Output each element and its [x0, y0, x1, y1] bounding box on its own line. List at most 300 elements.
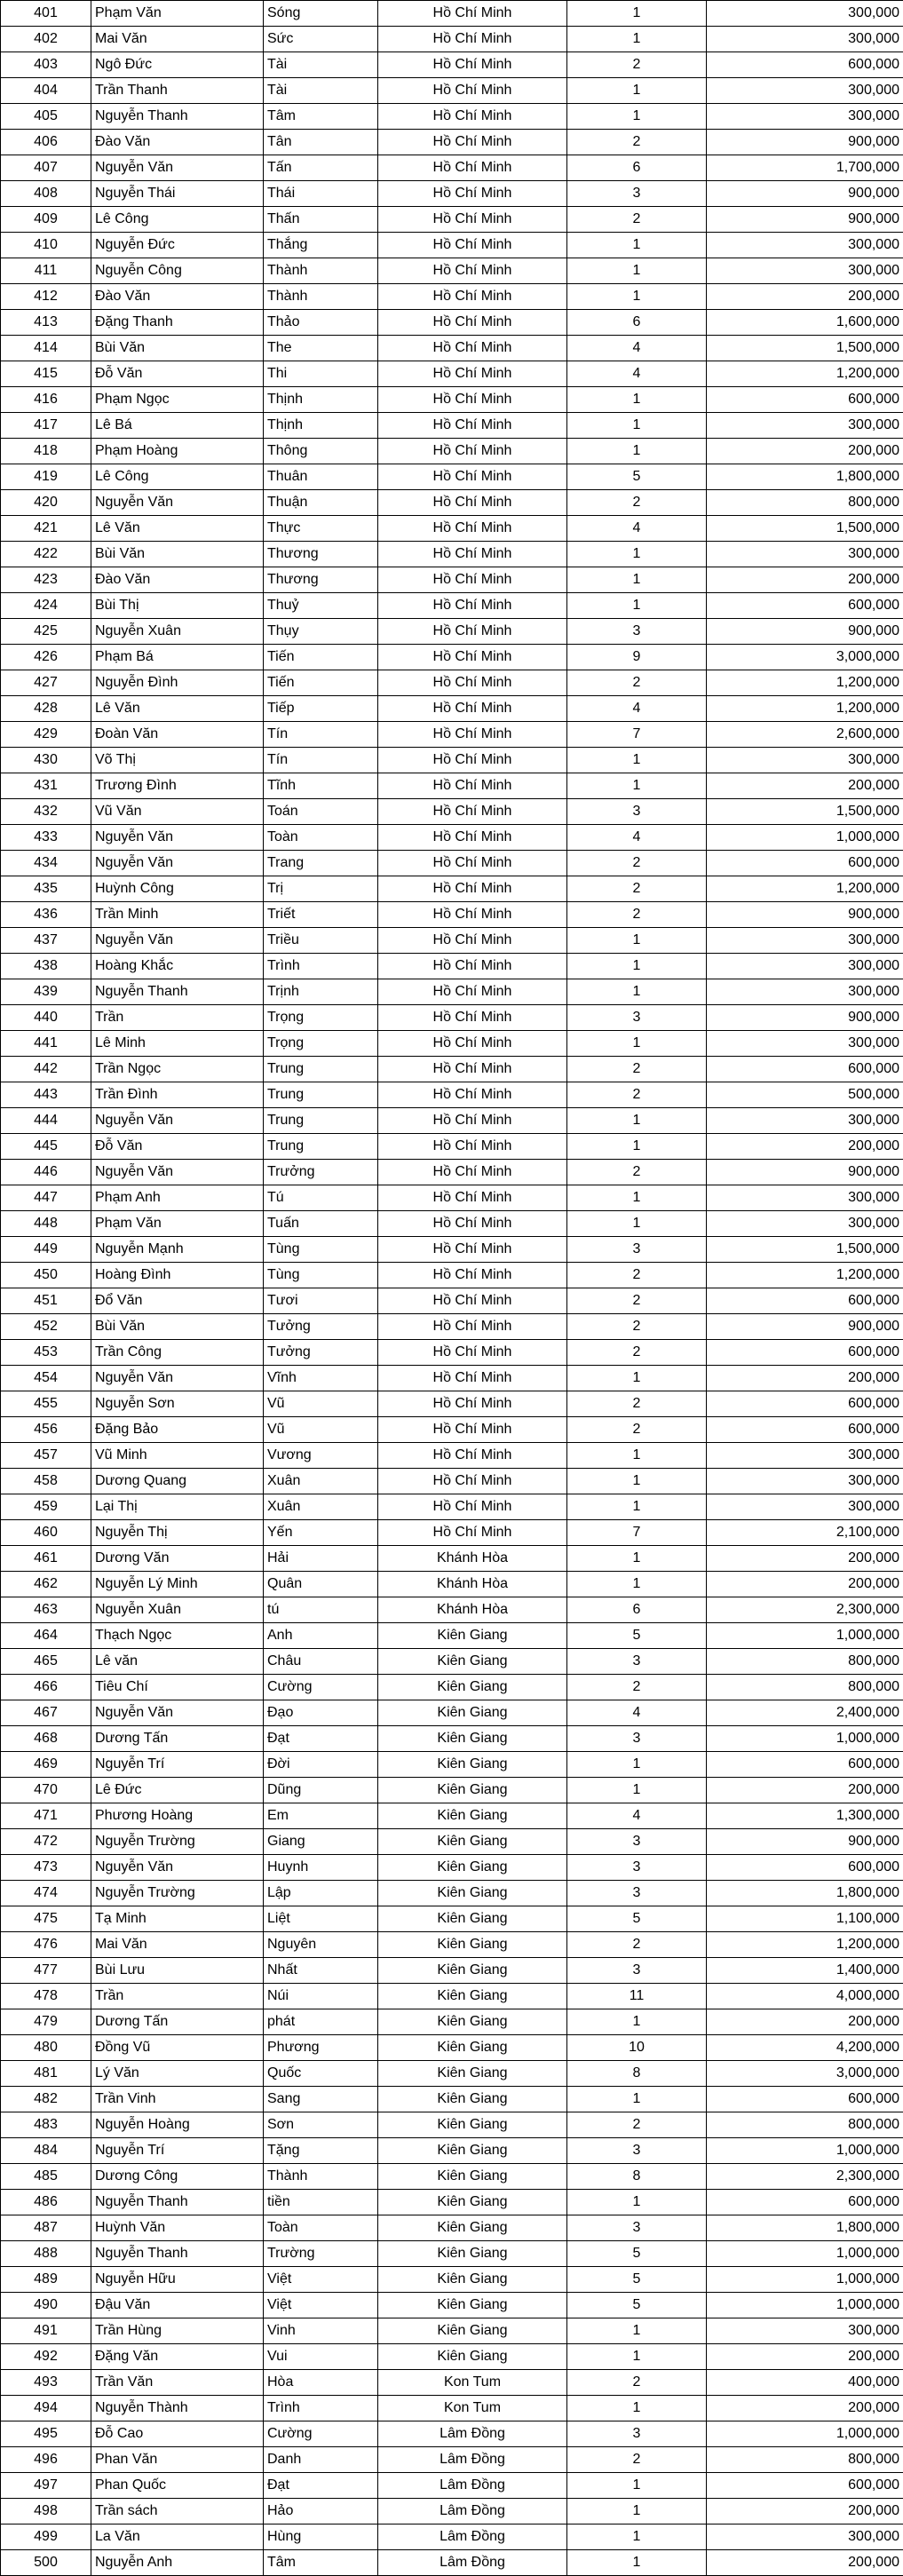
- cell-count[interactable]: 8: [567, 2164, 707, 2190]
- cell-row-number[interactable]: 470: [1, 1778, 91, 1803]
- cell-surname[interactable]: Nguyễn Văn: [91, 1108, 264, 1134]
- cell-surname[interactable]: Nguyễn Hoàng: [91, 2112, 264, 2138]
- cell-amount[interactable]: 200,000: [707, 2396, 903, 2421]
- cell-given-name[interactable]: Vũ: [264, 1417, 378, 1443]
- cell-surname[interactable]: Tiêu Chí: [91, 1675, 264, 1700]
- cell-row-number[interactable]: 448: [1, 1211, 91, 1237]
- cell-given-name[interactable]: phát: [264, 2009, 378, 2035]
- cell-row-number[interactable]: 492: [1, 2344, 91, 2370]
- cell-province[interactable]: Hồ Chí Minh: [378, 310, 567, 336]
- cell-province[interactable]: Kiên Giang: [378, 1906, 567, 1932]
- cell-amount[interactable]: 600,000: [707, 851, 903, 876]
- cell-surname[interactable]: Đặng Thanh: [91, 310, 264, 336]
- cell-province[interactable]: Hồ Chí Minh: [378, 1185, 567, 1211]
- cell-surname[interactable]: Phạm Văn: [91, 1211, 264, 1237]
- cell-amount[interactable]: 600,000: [707, 1288, 903, 1314]
- cell-row-number[interactable]: 443: [1, 1082, 91, 1108]
- cell-row-number[interactable]: 486: [1, 2190, 91, 2215]
- cell-count[interactable]: 4: [567, 696, 707, 722]
- cell-row-number[interactable]: 435: [1, 876, 91, 902]
- cell-given-name[interactable]: Trình: [264, 2396, 378, 2421]
- cell-given-name[interactable]: Đạt: [264, 2473, 378, 2499]
- cell-count[interactable]: 2: [567, 851, 707, 876]
- cell-surname[interactable]: Bùi Văn: [91, 336, 264, 361]
- cell-province[interactable]: Hồ Chí Minh: [378, 361, 567, 387]
- cell-amount[interactable]: 1,200,000: [707, 361, 903, 387]
- cell-province[interactable]: Hồ Chí Minh: [378, 155, 567, 181]
- cell-province[interactable]: Kiên Giang: [378, 2112, 567, 2138]
- cell-row-number[interactable]: 416: [1, 387, 91, 413]
- cell-given-name[interactable]: Tươi: [264, 1288, 378, 1314]
- cell-row-number[interactable]: 425: [1, 619, 91, 645]
- cell-amount[interactable]: 1,800,000: [707, 464, 903, 490]
- cell-count[interactable]: 1: [567, 1778, 707, 1803]
- cell-row-number[interactable]: 451: [1, 1288, 91, 1314]
- cell-province[interactable]: Hồ Chí Minh: [378, 387, 567, 413]
- cell-given-name[interactable]: Thụy: [264, 619, 378, 645]
- cell-surname[interactable]: Lê Văn: [91, 696, 264, 722]
- cell-surname[interactable]: Nguyễn Thanh: [91, 2241, 264, 2267]
- cell-count[interactable]: 1: [567, 1134, 707, 1160]
- cell-province[interactable]: Hồ Chí Minh: [378, 413, 567, 439]
- cell-amount[interactable]: 1,500,000: [707, 799, 903, 825]
- cell-count[interactable]: 2: [567, 1082, 707, 1108]
- cell-count[interactable]: 1: [567, 1572, 707, 1597]
- cell-given-name[interactable]: Thành: [264, 284, 378, 310]
- cell-count[interactable]: 5: [567, 1906, 707, 1932]
- cell-province[interactable]: Hồ Chí Minh: [378, 130, 567, 155]
- cell-count[interactable]: 2: [567, 902, 707, 928]
- cell-count[interactable]: 1: [567, 542, 707, 567]
- cell-count[interactable]: 11: [567, 1984, 707, 2009]
- cell-count[interactable]: 2: [567, 1675, 707, 1700]
- cell-given-name[interactable]: Tưởng: [264, 1340, 378, 1366]
- cell-count[interactable]: 1: [567, 78, 707, 104]
- cell-amount[interactable]: 3,000,000: [707, 645, 903, 670]
- cell-surname[interactable]: Trần Công: [91, 1340, 264, 1366]
- cell-amount[interactable]: 300,000: [707, 954, 903, 979]
- cell-amount[interactable]: 300,000: [707, 1185, 903, 1211]
- cell-count[interactable]: 2: [567, 1314, 707, 1340]
- cell-count[interactable]: 4: [567, 825, 707, 851]
- cell-row-number[interactable]: 441: [1, 1031, 91, 1057]
- cell-given-name[interactable]: Đạt: [264, 1726, 378, 1752]
- cell-amount[interactable]: 300,000: [707, 1, 903, 27]
- cell-province[interactable]: Kiên Giang: [378, 1649, 567, 1675]
- cell-province[interactable]: Hồ Chí Minh: [378, 1340, 567, 1366]
- cell-given-name[interactable]: Toàn: [264, 2215, 378, 2241]
- cell-surname[interactable]: Vũ Văn: [91, 799, 264, 825]
- cell-row-number[interactable]: 490: [1, 2293, 91, 2318]
- cell-given-name[interactable]: Vĩnh: [264, 1366, 378, 1391]
- cell-count[interactable]: 1: [567, 1443, 707, 1469]
- cell-province[interactable]: Kiên Giang: [378, 1675, 567, 1700]
- cell-surname[interactable]: Trần Hùng: [91, 2318, 264, 2344]
- cell-given-name[interactable]: Tiến: [264, 670, 378, 696]
- cell-surname[interactable]: Đào Văn: [91, 567, 264, 593]
- cell-row-number[interactable]: 413: [1, 310, 91, 336]
- cell-row-number[interactable]: 442: [1, 1057, 91, 1082]
- cell-given-name[interactable]: Tiến: [264, 645, 378, 670]
- cell-province[interactable]: Kiên Giang: [378, 2215, 567, 2241]
- cell-surname[interactable]: Lý Văn: [91, 2061, 264, 2087]
- cell-given-name[interactable]: Tuấn: [264, 1211, 378, 1237]
- cell-count[interactable]: 2: [567, 1391, 707, 1417]
- cell-count[interactable]: 1: [567, 2344, 707, 2370]
- cell-surname[interactable]: Nguyễn Văn: [91, 928, 264, 954]
- cell-surname[interactable]: Trần: [91, 1005, 264, 1031]
- cell-province[interactable]: Hồ Chí Minh: [378, 1057, 567, 1082]
- cell-amount[interactable]: 200,000: [707, 2550, 903, 2576]
- cell-surname[interactable]: Nguyễn Trí: [91, 1752, 264, 1778]
- cell-given-name[interactable]: Sức: [264, 27, 378, 52]
- cell-given-name[interactable]: Tân: [264, 130, 378, 155]
- cell-surname[interactable]: Trần sách: [91, 2499, 264, 2524]
- cell-province[interactable]: Kiên Giang: [378, 1752, 567, 1778]
- cell-amount[interactable]: 200,000: [707, 773, 903, 799]
- cell-amount[interactable]: 800,000: [707, 1649, 903, 1675]
- cell-surname[interactable]: Bùi Thị: [91, 593, 264, 619]
- cell-amount[interactable]: 300,000: [707, 1211, 903, 1237]
- cell-province[interactable]: Hồ Chí Minh: [378, 27, 567, 52]
- cell-row-number[interactable]: 498: [1, 2499, 91, 2524]
- cell-surname[interactable]: Nguyễn Thành: [91, 2396, 264, 2421]
- cell-amount[interactable]: 4,200,000: [707, 2035, 903, 2061]
- cell-province[interactable]: Hồ Chí Minh: [378, 1366, 567, 1391]
- cell-row-number[interactable]: 462: [1, 1572, 91, 1597]
- cell-given-name[interactable]: Thuỷ: [264, 593, 378, 619]
- cell-row-number[interactable]: 414: [1, 336, 91, 361]
- cell-given-name[interactable]: Trung: [264, 1134, 378, 1160]
- cell-amount[interactable]: 800,000: [707, 1675, 903, 1700]
- cell-count[interactable]: 9: [567, 645, 707, 670]
- cell-count[interactable]: 2: [567, 490, 707, 516]
- cell-surname[interactable]: Tạ Minh: [91, 1906, 264, 1932]
- cell-amount[interactable]: 900,000: [707, 130, 903, 155]
- cell-surname[interactable]: Đỗ Cao: [91, 2421, 264, 2447]
- cell-surname[interactable]: Hoàng Đình: [91, 1263, 264, 1288]
- cell-surname[interactable]: Lại Thị: [91, 1494, 264, 1520]
- cell-count[interactable]: 1: [567, 387, 707, 413]
- cell-count[interactable]: 1: [567, 233, 707, 258]
- cell-given-name[interactable]: Thịnh: [264, 413, 378, 439]
- cell-surname[interactable]: Nguyễn Văn: [91, 1855, 264, 1881]
- cell-count[interactable]: 2: [567, 1288, 707, 1314]
- cell-province[interactable]: Lâm Đồng: [378, 2447, 567, 2473]
- cell-given-name[interactable]: Thông: [264, 439, 378, 464]
- cell-row-number[interactable]: 478: [1, 1984, 91, 2009]
- cell-province[interactable]: Hồ Chí Minh: [378, 1443, 567, 1469]
- cell-row-number[interactable]: 437: [1, 928, 91, 954]
- cell-province[interactable]: Kiên Giang: [378, 2267, 567, 2293]
- cell-province[interactable]: Hồ Chí Minh: [378, 1108, 567, 1134]
- cell-amount[interactable]: 1,500,000: [707, 336, 903, 361]
- cell-surname[interactable]: Thạch Ngọc: [91, 1623, 264, 1649]
- cell-province[interactable]: Hồ Chí Minh: [378, 876, 567, 902]
- cell-count[interactable]: 1: [567, 1108, 707, 1134]
- cell-amount[interactable]: 1,200,000: [707, 1932, 903, 1958]
- cell-amount[interactable]: 500,000: [707, 1082, 903, 1108]
- cell-row-number[interactable]: 417: [1, 413, 91, 439]
- cell-given-name[interactable]: Nhất: [264, 1958, 378, 1984]
- cell-given-name[interactable]: Trung: [264, 1057, 378, 1082]
- cell-amount[interactable]: 600,000: [707, 2473, 903, 2499]
- cell-count[interactable]: 1: [567, 1546, 707, 1572]
- cell-count[interactable]: 6: [567, 155, 707, 181]
- cell-surname[interactable]: Dương Tấn: [91, 1726, 264, 1752]
- cell-count[interactable]: 3: [567, 1005, 707, 1031]
- cell-count[interactable]: 8: [567, 2061, 707, 2087]
- cell-given-name[interactable]: Sơn: [264, 2112, 378, 2138]
- cell-amount[interactable]: 600,000: [707, 1057, 903, 1082]
- cell-surname[interactable]: Trần Ngọc: [91, 1057, 264, 1082]
- cell-row-number[interactable]: 412: [1, 284, 91, 310]
- cell-row-number[interactable]: 434: [1, 851, 91, 876]
- cell-count[interactable]: 4: [567, 336, 707, 361]
- cell-row-number[interactable]: 447: [1, 1185, 91, 1211]
- cell-given-name[interactable]: Việt: [264, 2293, 378, 2318]
- cell-count[interactable]: 3: [567, 181, 707, 207]
- cell-province[interactable]: Kiên Giang: [378, 1778, 567, 1803]
- cell-amount[interactable]: 800,000: [707, 2447, 903, 2473]
- cell-count[interactable]: 1: [567, 979, 707, 1005]
- cell-amount[interactable]: 1,000,000: [707, 2267, 903, 2293]
- cell-surname[interactable]: Đồng Vũ: [91, 2035, 264, 2061]
- cell-count[interactable]: 2: [567, 670, 707, 696]
- cell-given-name[interactable]: Vinh: [264, 2318, 378, 2344]
- cell-province[interactable]: Kiên Giang: [378, 2344, 567, 2370]
- cell-row-number[interactable]: 472: [1, 1829, 91, 1855]
- cell-row-number[interactable]: 426: [1, 645, 91, 670]
- cell-amount[interactable]: 300,000: [707, 1469, 903, 1494]
- cell-amount[interactable]: 1,100,000: [707, 1906, 903, 1932]
- cell-amount[interactable]: 200,000: [707, 284, 903, 310]
- cell-province[interactable]: Hồ Chí Minh: [378, 928, 567, 954]
- cell-given-name[interactable]: Tấn: [264, 155, 378, 181]
- cell-surname[interactable]: Lê Bá: [91, 413, 264, 439]
- cell-surname[interactable]: Võ Thị: [91, 748, 264, 773]
- cell-province[interactable]: Hồ Chí Minh: [378, 233, 567, 258]
- cell-amount[interactable]: 2,400,000: [707, 1700, 903, 1726]
- cell-given-name[interactable]: Thấn: [264, 207, 378, 233]
- cell-count[interactable]: 2: [567, 876, 707, 902]
- cell-row-number[interactable]: 409: [1, 207, 91, 233]
- cell-province[interactable]: Khánh Hòa: [378, 1572, 567, 1597]
- cell-count[interactable]: 1: [567, 413, 707, 439]
- cell-row-number[interactable]: 499: [1, 2524, 91, 2550]
- cell-province[interactable]: Hồ Chí Minh: [378, 1314, 567, 1340]
- cell-amount[interactable]: 300,000: [707, 1108, 903, 1134]
- cell-given-name[interactable]: Lập: [264, 1881, 378, 1906]
- cell-given-name[interactable]: Thương: [264, 542, 378, 567]
- cell-amount[interactable]: 200,000: [707, 1546, 903, 1572]
- cell-amount[interactable]: 1,000,000: [707, 2421, 903, 2447]
- cell-amount[interactable]: 1,600,000: [707, 310, 903, 336]
- cell-given-name[interactable]: Tài: [264, 78, 378, 104]
- cell-count[interactable]: 2: [567, 2112, 707, 2138]
- cell-province[interactable]: Hồ Chí Minh: [378, 619, 567, 645]
- cell-count[interactable]: 1: [567, 258, 707, 284]
- cell-surname[interactable]: Nguyễn Văn: [91, 1700, 264, 1726]
- cell-given-name[interactable]: Dũng: [264, 1778, 378, 1803]
- cell-province[interactable]: Hồ Chí Minh: [378, 1082, 567, 1108]
- cell-row-number[interactable]: 439: [1, 979, 91, 1005]
- cell-count[interactable]: 4: [567, 361, 707, 387]
- cell-count[interactable]: 10: [567, 2035, 707, 2061]
- cell-province[interactable]: Hồ Chí Minh: [378, 1237, 567, 1263]
- cell-province[interactable]: Kiên Giang: [378, 2087, 567, 2112]
- cell-row-number[interactable]: 483: [1, 2112, 91, 2138]
- cell-surname[interactable]: Trương Đình: [91, 773, 264, 799]
- cell-province[interactable]: Hồ Chí Minh: [378, 439, 567, 464]
- cell-province[interactable]: Hồ Chí Minh: [378, 1391, 567, 1417]
- cell-count[interactable]: 1: [567, 1031, 707, 1057]
- cell-given-name[interactable]: Thái: [264, 181, 378, 207]
- cell-row-number[interactable]: 427: [1, 670, 91, 696]
- cell-row-number[interactable]: 422: [1, 542, 91, 567]
- cell-surname[interactable]: Đặng Bảo: [91, 1417, 264, 1443]
- cell-count[interactable]: 2: [567, 2447, 707, 2473]
- cell-province[interactable]: Hồ Chí Minh: [378, 104, 567, 130]
- cell-province[interactable]: Kiên Giang: [378, 1984, 567, 2009]
- cell-surname[interactable]: Nguyễn Trường: [91, 1881, 264, 1906]
- cell-count[interactable]: 3: [567, 799, 707, 825]
- cell-row-number[interactable]: 420: [1, 490, 91, 516]
- cell-province[interactable]: Kiên Giang: [378, 2293, 567, 2318]
- cell-province[interactable]: Kiên Giang: [378, 2318, 567, 2344]
- cell-row-number[interactable]: 466: [1, 1675, 91, 1700]
- cell-surname[interactable]: Phan Quốc: [91, 2473, 264, 2499]
- cell-surname[interactable]: Nguyễn Mạnh: [91, 1237, 264, 1263]
- cell-count[interactable]: 2: [567, 1263, 707, 1288]
- cell-row-number[interactable]: 491: [1, 2318, 91, 2344]
- cell-given-name[interactable]: Phương: [264, 2035, 378, 2061]
- cell-row-number[interactable]: 429: [1, 722, 91, 748]
- cell-province[interactable]: Hồ Chí Minh: [378, 181, 567, 207]
- cell-count[interactable]: 1: [567, 1752, 707, 1778]
- cell-province[interactable]: Lâm Đồng: [378, 2499, 567, 2524]
- cell-amount[interactable]: 1,000,000: [707, 1726, 903, 1752]
- cell-given-name[interactable]: Triều: [264, 928, 378, 954]
- cell-province[interactable]: Kiên Giang: [378, 1803, 567, 1829]
- cell-amount[interactable]: 200,000: [707, 1778, 903, 1803]
- cell-province[interactable]: Kiên Giang: [378, 2009, 567, 2035]
- cell-given-name[interactable]: Danh: [264, 2447, 378, 2473]
- cell-row-number[interactable]: 459: [1, 1494, 91, 1520]
- cell-count[interactable]: 2: [567, 2370, 707, 2396]
- cell-row-number[interactable]: 431: [1, 773, 91, 799]
- cell-amount[interactable]: 200,000: [707, 2009, 903, 2035]
- cell-amount[interactable]: 2,300,000: [707, 1597, 903, 1623]
- cell-amount[interactable]: 300,000: [707, 979, 903, 1005]
- cell-count[interactable]: 3: [567, 2138, 707, 2164]
- cell-row-number[interactable]: 405: [1, 104, 91, 130]
- cell-given-name[interactable]: Thi: [264, 361, 378, 387]
- cell-count[interactable]: 3: [567, 1881, 707, 1906]
- cell-count[interactable]: 1: [567, 773, 707, 799]
- cell-surname[interactable]: Đỗ Văn: [91, 1134, 264, 1160]
- cell-count[interactable]: 1: [567, 2318, 707, 2344]
- cell-count[interactable]: 3: [567, 1829, 707, 1855]
- cell-province[interactable]: Hồ Chí Minh: [378, 954, 567, 979]
- cell-surname[interactable]: Nguyễn Thanh: [91, 979, 264, 1005]
- cell-province[interactable]: Kiên Giang: [378, 1958, 567, 1984]
- cell-surname[interactable]: Trần Đình: [91, 1082, 264, 1108]
- cell-province[interactable]: Lâm Đồng: [378, 2421, 567, 2447]
- cell-count[interactable]: 1: [567, 2396, 707, 2421]
- cell-surname[interactable]: Nguyễn Văn: [91, 825, 264, 851]
- cell-given-name[interactable]: Đời: [264, 1752, 378, 1778]
- cell-count[interactable]: 1: [567, 593, 707, 619]
- cell-province[interactable]: Lâm Đồng: [378, 2524, 567, 2550]
- cell-surname[interactable]: Nguyễn Sơn: [91, 1391, 264, 1417]
- cell-province[interactable]: Hồ Chí Minh: [378, 1211, 567, 1237]
- cell-province[interactable]: Hồ Chí Minh: [378, 52, 567, 78]
- cell-surname[interactable]: Huỳnh Công: [91, 876, 264, 902]
- cell-given-name[interactable]: Tưởng: [264, 1314, 378, 1340]
- cell-amount[interactable]: 300,000: [707, 27, 903, 52]
- cell-amount[interactable]: 200,000: [707, 1572, 903, 1597]
- cell-count[interactable]: 6: [567, 310, 707, 336]
- cell-amount[interactable]: 600,000: [707, 2190, 903, 2215]
- cell-given-name[interactable]: Cường: [264, 2421, 378, 2447]
- cell-given-name[interactable]: Trịnh: [264, 979, 378, 1005]
- cell-count[interactable]: 1: [567, 2524, 707, 2550]
- cell-row-number[interactable]: 460: [1, 1520, 91, 1546]
- cell-count[interactable]: 1: [567, 1211, 707, 1237]
- cell-count[interactable]: 5: [567, 2241, 707, 2267]
- cell-count[interactable]: 1: [567, 2009, 707, 2035]
- cell-given-name[interactable]: Trang: [264, 851, 378, 876]
- cell-count[interactable]: 1: [567, 1366, 707, 1391]
- cell-row-number[interactable]: 500: [1, 2550, 91, 2576]
- cell-surname[interactable]: Nguyễn Văn: [91, 155, 264, 181]
- cell-count[interactable]: 1: [567, 748, 707, 773]
- cell-province[interactable]: Kiên Giang: [378, 1829, 567, 1855]
- cell-province[interactable]: Kiên Giang: [378, 1726, 567, 1752]
- cell-province[interactable]: Hồ Chí Minh: [378, 78, 567, 104]
- cell-given-name[interactable]: Toàn: [264, 825, 378, 851]
- cell-surname[interactable]: Phương Hoàng: [91, 1803, 264, 1829]
- cell-surname[interactable]: Bùi Văn: [91, 1314, 264, 1340]
- cell-amount[interactable]: 600,000: [707, 1752, 903, 1778]
- cell-given-name[interactable]: Toán: [264, 799, 378, 825]
- cell-surname[interactable]: Dương Công: [91, 2164, 264, 2190]
- cell-row-number[interactable]: 454: [1, 1366, 91, 1391]
- cell-count[interactable]: 1: [567, 104, 707, 130]
- cell-surname[interactable]: Trần Văn: [91, 2370, 264, 2396]
- cell-amount[interactable]: 1,000,000: [707, 2138, 903, 2164]
- cell-surname[interactable]: Nguyễn Xuân: [91, 1597, 264, 1623]
- cell-row-number[interactable]: 485: [1, 2164, 91, 2190]
- cell-province[interactable]: Hồ Chí Minh: [378, 542, 567, 567]
- cell-row-number[interactable]: 406: [1, 130, 91, 155]
- cell-amount[interactable]: 1,300,000: [707, 1803, 903, 1829]
- cell-given-name[interactable]: Tiếp: [264, 696, 378, 722]
- cell-amount[interactable]: 1,000,000: [707, 2241, 903, 2267]
- cell-province[interactable]: Hồ Chí Minh: [378, 748, 567, 773]
- cell-row-number[interactable]: 458: [1, 1469, 91, 1494]
- cell-given-name[interactable]: Tú: [264, 1185, 378, 1211]
- cell-province[interactable]: Hồ Chí Minh: [378, 284, 567, 310]
- cell-given-name[interactable]: Tùng: [264, 1237, 378, 1263]
- cell-amount[interactable]: 900,000: [707, 207, 903, 233]
- cell-given-name[interactable]: Vui: [264, 2344, 378, 2370]
- cell-province[interactable]: Hồ Chí Minh: [378, 1, 567, 27]
- cell-given-name[interactable]: Tâm: [264, 2550, 378, 2576]
- cell-amount[interactable]: 3,000,000: [707, 2061, 903, 2087]
- cell-row-number[interactable]: 473: [1, 1855, 91, 1881]
